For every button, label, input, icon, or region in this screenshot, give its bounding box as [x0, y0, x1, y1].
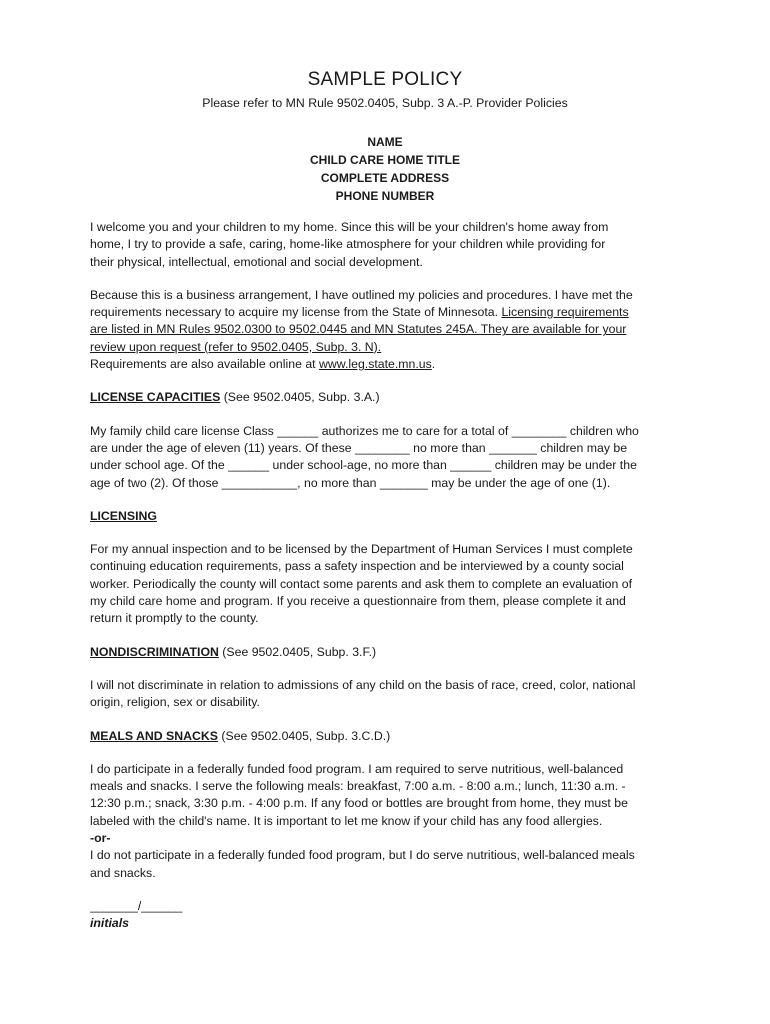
page-title: SAMPLE POLICY — [307, 69, 463, 90]
text-fragment: requirements necessary to acquire my license from the State of Minnesota. — [90, 305, 502, 320]
text-line: age of two (2). Of those ___________, no more than _______ may be under the age of one (1). — [90, 475, 611, 490]
text-line — [90, 356, 674, 373]
text-line: labeled with the child's name. It is important to let me know if your child has any food allergies. — [90, 813, 603, 828]
meals-heading: MEALS AND SNACKS — [90, 728, 218, 743]
nondiscrimination-paragraph — [90, 677, 674, 712]
nondiscrimination-heading: NONDISCRIMINATION — [90, 644, 219, 659]
licensing-paragraph — [90, 541, 674, 627]
text-line: For my annual inspection and to be licensed by the Department of Human Services I must complete — [90, 542, 633, 557]
license-capacities-heading: LICENSE CAPACITIES — [90, 390, 221, 405]
text-line: meals and snacks. I serve the following meals: breakfast, 7:00 a.m. - 8:00 a.m.; lunch, 11:30 a.m. - — [90, 779, 626, 794]
provider-header — [0, 133, 770, 205]
leg-state-link[interactable]: www.leg.state.mn.us — [319, 357, 432, 372]
provider-phone: PHONE NUMBER — [335, 189, 435, 203]
meals-paragraph — [90, 761, 674, 882]
licensing-requirements-text: review upon request (refer to 9502.0405, Subp. 3. N). — [90, 339, 382, 354]
section-reference: (See 9502.0405, Subp. 3.A.) — [220, 390, 380, 405]
page-subtitle: Please refer to MN Rule 9502.0405, Subp. 3 A.-P. Provider Policies — [202, 96, 568, 110]
meals-heading-line — [90, 728, 674, 745]
initials-line: _______/______ — [90, 898, 183, 913]
licensing-requirements-text: are listed in MN Rules 9502.0300 to 9502.0445 and MN Statutes 245A. They are available for your — [90, 322, 627, 337]
text-fragment: Requirements are also available online at — [90, 357, 319, 372]
text-line: return it promptly to the county. — [90, 611, 259, 626]
text-line: my child care home and program. If you receive a questionnaire from them, please complete it and — [90, 594, 626, 609]
text-line: 12:30 p.m.; snack, 3:30 p.m. - 4:00 p.m. If any food or bottles are brought from home, they must be — [90, 796, 628, 811]
text-line: under school age. Of the ______ under school-age, no more than ______ children may be under the — [90, 458, 637, 473]
provider-home-title: CHILD CARE HOME TITLE — [310, 153, 460, 167]
license-capacities-heading-line — [90, 389, 674, 406]
section-reference: (See 9502.0405, Subp. 3.C.D.) — [217, 728, 391, 743]
licensing-heading: LICENSING — [90, 508, 157, 523]
welcome-paragraph — [90, 219, 674, 271]
text-fragment: . — [431, 357, 436, 372]
text-line — [90, 304, 674, 321]
text-line: are under the age of eleven (11) years. Of these ________ no more than _______ children may be — [90, 440, 628, 455]
text-line: worker. Periodically the county will contact some parents and ask them to complete an evaluation of — [90, 576, 633, 591]
text-line: home, I try to provide a safe, caring, home-like atmosphere for your children while providing for — [90, 237, 606, 252]
provider-name: NAME — [367, 135, 403, 149]
text-line: I do not participate in a federally funded food program, but I do serve nutritious, well-balanced meals — [90, 848, 635, 863]
or-separator: -or- — [90, 831, 111, 846]
section-reference: (See 9502.0405, Subp. 3.F.) — [218, 644, 377, 659]
initials-label: initials — [90, 916, 129, 931]
text-line: their physical, intellectual, emotional and social development. — [90, 254, 423, 269]
licensing-requirements-text: Licensing requirements — [501, 305, 629, 320]
licensing-heading-line — [90, 508, 674, 525]
text-line: I welcome you and your children to my home. Since this will be your children's home away from — [90, 220, 609, 234]
text-line: I do participate in a federally funded food program. I am required to serve nutritious, well-balanced — [90, 761, 624, 776]
license-capacities-paragraph — [90, 423, 674, 492]
text-line: origin, religion, sex or disability. — [90, 695, 260, 710]
text-line: and snacks. — [90, 865, 156, 880]
text-line: Because this is a business arrangement, I have outlined my policies and procedures. I have met the — [90, 287, 633, 302]
text-line: My family child care license Class ______ authorizes me to care for a total of ________ children who — [90, 423, 639, 438]
business-paragraph — [90, 287, 674, 373]
initials-block — [90, 898, 674, 933]
provider-address: COMPLETE ADDRESS — [320, 171, 450, 185]
text-line: continuing education requirements, pass a safety inspection and be interviewed by a county social — [90, 559, 624, 574]
nondiscrimination-heading-line — [90, 644, 674, 661]
policy-body — [90, 219, 674, 933]
text-line: I will not discriminate in relation to admissions of any child on the basis of race, creed, color, national — [90, 677, 636, 692]
